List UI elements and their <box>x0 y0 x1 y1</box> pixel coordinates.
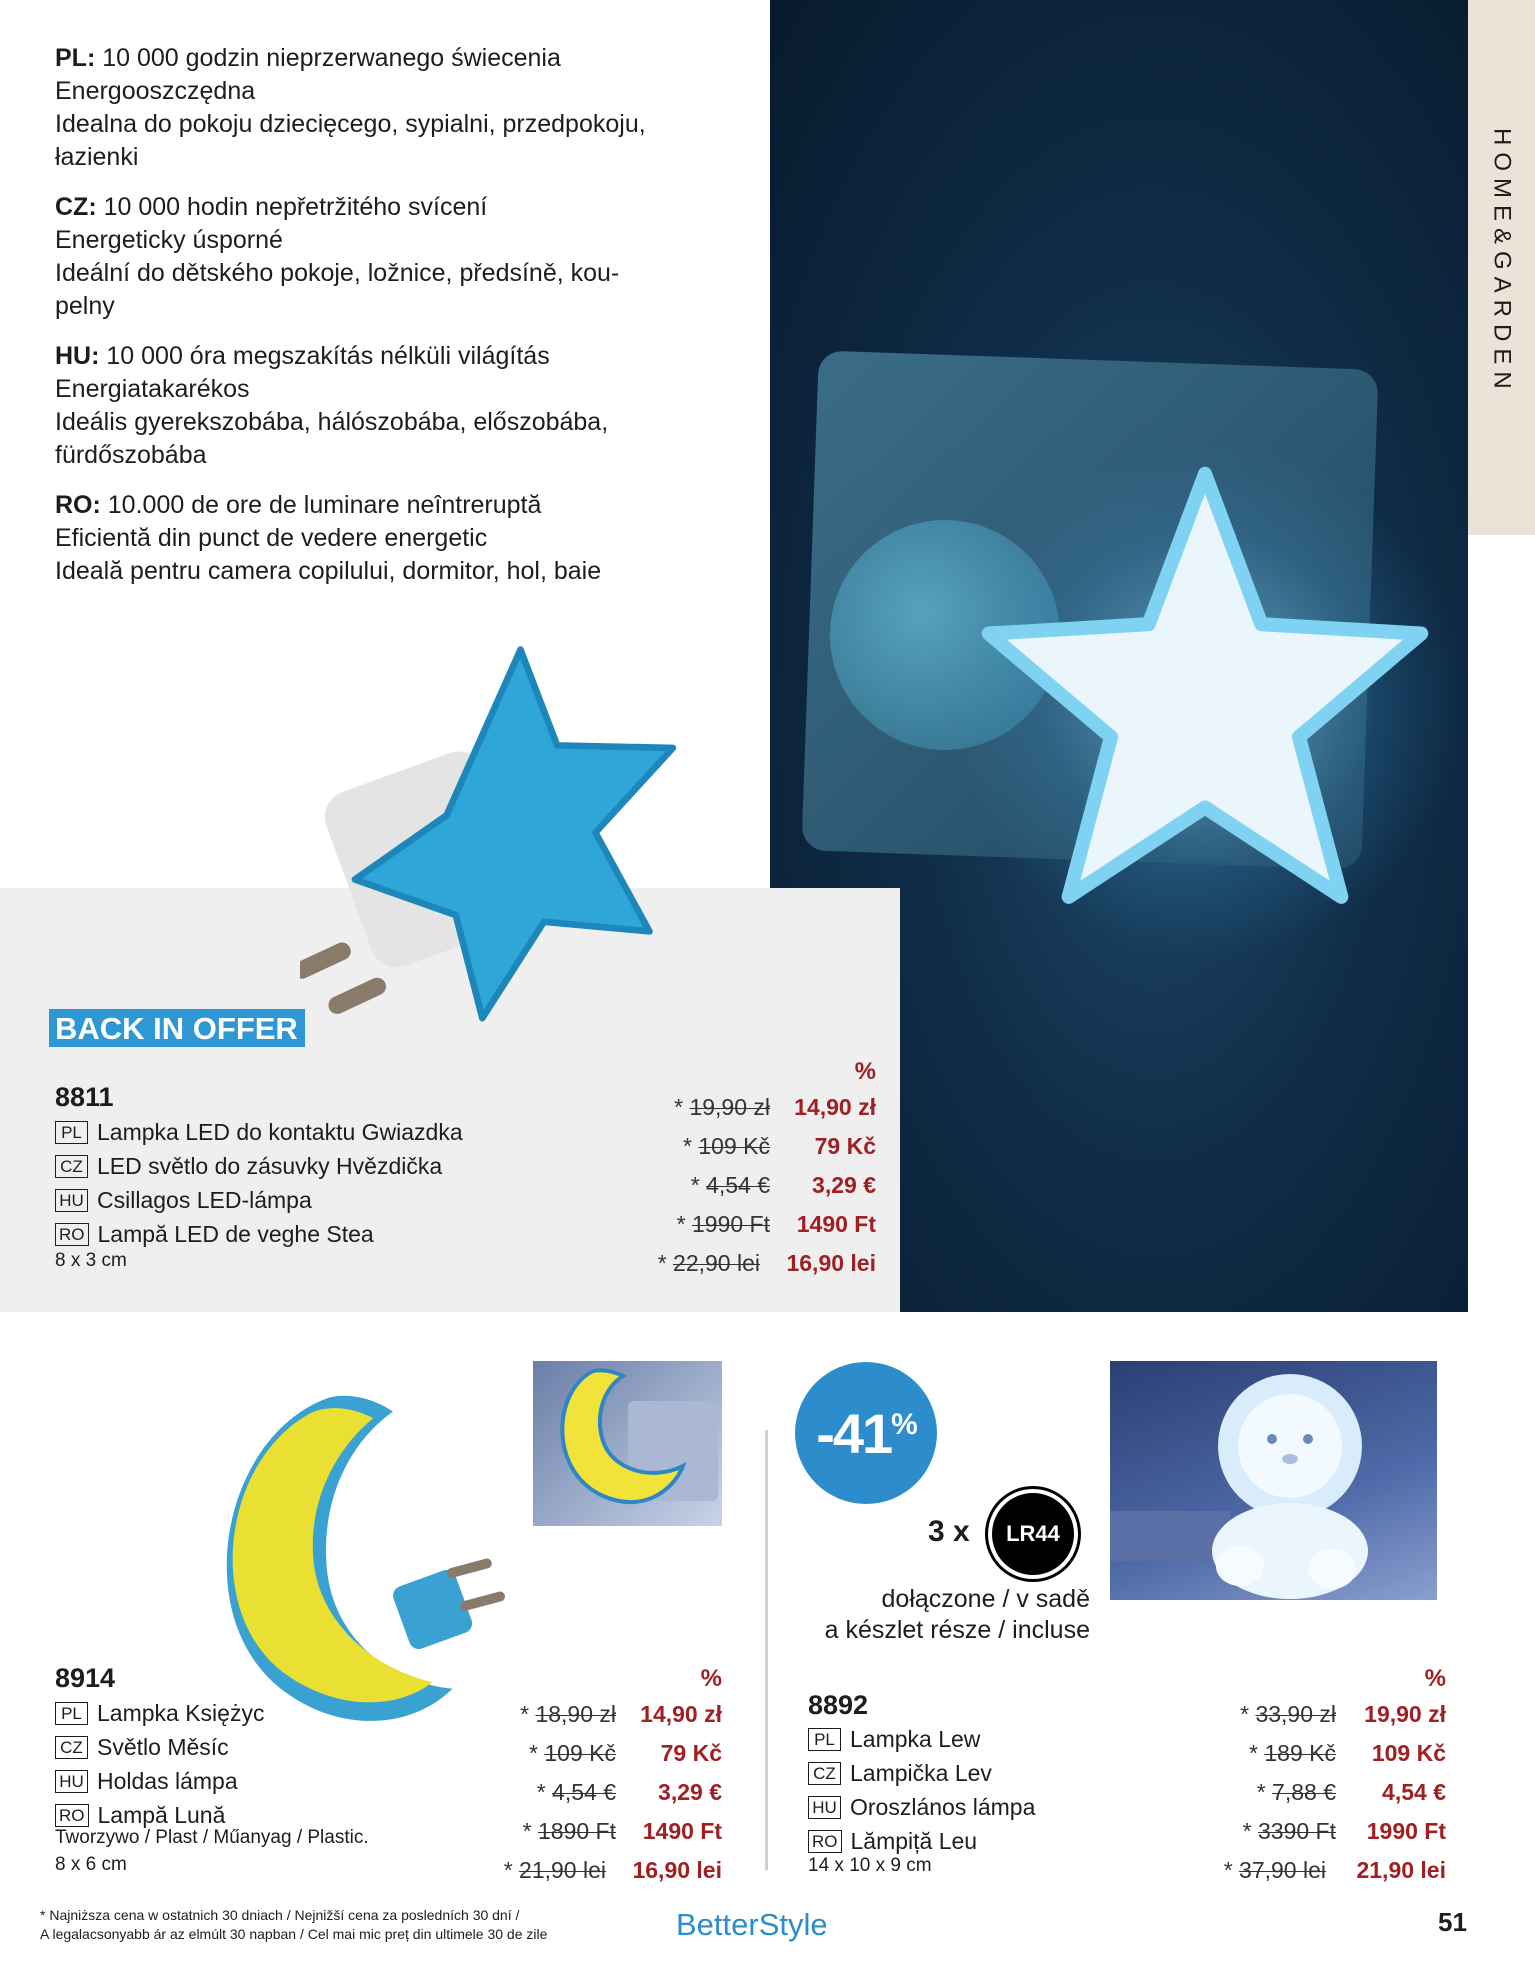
name-row <box>55 1696 264 1730</box>
price-list-moon <box>470 1665 722 1890</box>
new-price: 14,90 zł <box>640 1701 722 1727</box>
intro-descriptions <box>55 42 705 605</box>
discount-badge <box>795 1362 937 1504</box>
price-list-lion <box>1190 1665 1446 1890</box>
name-row <box>55 1183 463 1217</box>
intro-line: 10.000 de ore de luminare neîntreruptă <box>107 491 542 519</box>
product-name: Lampka LED do kontaktu Gwiazdka <box>97 1119 463 1145</box>
intro-ro <box>55 489 705 588</box>
battery-type: LR44 <box>1006 1521 1060 1546</box>
lang-tag: CZ <box>55 1155 88 1178</box>
intro-line: Eficientă din punct de vedere energetic <box>55 524 488 552</box>
new-price: 79 Kč <box>660 1740 722 1766</box>
price-row <box>470 1695 722 1734</box>
product-name: Csillagos LED-lámpa <box>97 1187 312 1213</box>
product-name: Lampă LED de veghe Stea <box>97 1221 374 1247</box>
price-row <box>620 1127 876 1166</box>
moon-photo-icon <box>533 1361 722 1526</box>
lang-tag: RO <box>55 1223 89 1246</box>
intro-pl <box>55 42 705 174</box>
price-row <box>470 1773 722 1812</box>
product-names-lion <box>808 1722 1035 1858</box>
product-name: Lampă Lună <box>97 1802 226 1828</box>
column-divider <box>765 1430 768 1870</box>
new-price: 3,29 € <box>812 1172 876 1198</box>
intro-line: 10 000 hodin nepřetržitého svícení <box>103 193 488 221</box>
lang-tag: RO <box>808 1830 842 1853</box>
product-name: Holdas lámpa <box>97 1768 238 1794</box>
new-price: 1990 Ft <box>1366 1818 1446 1844</box>
new-price: 21,90 lei <box>1356 1857 1446 1883</box>
product-code-star: 8811 <box>55 1082 114 1112</box>
intro-line: 10 000 godzin nieprzerwanego świecenia <box>102 44 561 72</box>
old-price: * 22,90 lei <box>657 1250 760 1276</box>
old-price: * 4,54 € <box>690 1172 770 1198</box>
product-name: Lampka Lew <box>850 1726 981 1752</box>
product-names-star <box>55 1115 463 1251</box>
new-price: 1490 Ft <box>642 1818 722 1844</box>
moon-lamp-night-photo <box>533 1361 722 1526</box>
glowing-star-icon <box>970 455 1440 925</box>
new-price: 16,90 lei <box>632 1857 722 1883</box>
old-price: * 189 Kč <box>1249 1740 1336 1766</box>
old-price: * 4,54 € <box>536 1779 616 1805</box>
product-dims-lion: 14 x 10 x 9 cm <box>808 1855 932 1876</box>
new-price: 3,29 € <box>658 1779 722 1805</box>
new-price: 109 Kč <box>1371 1740 1446 1766</box>
intro-line: Energeticky úsporné <box>55 226 283 254</box>
old-price: * 33,90 zł <box>1240 1701 1336 1727</box>
price-row <box>1190 1851 1446 1890</box>
old-price: * 3390 Ft <box>1242 1818 1336 1844</box>
new-price: 1490 Ft <box>796 1211 876 1237</box>
footnote-line: * Najniższa cena w ostatnich 30 dniach / Nejnižší cena za posledních 30 dní / <box>40 1907 520 1923</box>
old-price: * 19,90 zł <box>674 1094 770 1120</box>
old-price: * 109 Kč <box>683 1133 770 1159</box>
intro-line: łazienki <box>55 143 139 171</box>
old-price: * 1990 Ft <box>676 1211 770 1237</box>
name-row <box>808 1824 1035 1858</box>
old-price: * 109 Kč <box>529 1740 616 1766</box>
intro-line: 10 000 óra megszakítás nélküli világítás <box>106 342 550 370</box>
lang-tag: PL <box>808 1728 841 1751</box>
lang-code: PL: <box>55 44 96 72</box>
battery-note <box>780 1584 1090 1646</box>
discount-percent-mark: % <box>700 1665 722 1692</box>
lion-lamp-icon <box>1110 1361 1437 1600</box>
lang-tag: PL <box>55 1121 88 1144</box>
new-price: 16,90 lei <box>786 1250 876 1276</box>
product-dims-moon: 8 x 6 cm <box>55 1854 127 1875</box>
product-name: Lampka Księżyc <box>97 1700 265 1726</box>
name-row <box>55 1730 264 1764</box>
footnote-line: A legalacsonyabb ár az elmúlt 30 napban / Cel mai mic preț din ultimele 30 de zile <box>40 1926 548 1942</box>
intro-line: Energiatakarékos <box>55 375 250 403</box>
lang-tag: CZ <box>55 1736 88 1759</box>
intro-hu <box>55 340 705 472</box>
logo-part: Style <box>758 1907 828 1942</box>
brand-logo <box>676 1907 828 1943</box>
old-price: * 1890 Ft <box>522 1818 616 1844</box>
page-number: 51 <box>1438 1907 1467 1937</box>
battery-note-line: a készlet része / incluse <box>824 1616 1090 1644</box>
intro-line: Idealna do pokoju dziecięcego, sypialni, przedpokoju, <box>55 110 646 138</box>
old-price: * 7,88 € <box>1256 1779 1336 1805</box>
name-row <box>55 1115 463 1149</box>
old-price: * 18,90 zł <box>520 1701 616 1727</box>
price-row <box>1190 1695 1446 1734</box>
new-price: 79 Kč <box>814 1133 876 1159</box>
price-row <box>620 1244 876 1283</box>
battery-note-line: dołączone / v sadě <box>881 1585 1090 1613</box>
name-row <box>55 1149 463 1183</box>
name-row <box>808 1756 1035 1790</box>
lang-tag: HU <box>55 1770 88 1793</box>
new-price: 4,54 € <box>1382 1779 1446 1805</box>
old-price: * 37,90 lei <box>1223 1857 1326 1883</box>
lang-tag: RO <box>55 1804 89 1827</box>
intro-line: Ideální do dětského pokoje, ložnice, předsíně, kou- <box>55 259 620 287</box>
lang-code: CZ: <box>55 193 97 221</box>
battery-count: 3 x <box>928 1515 970 1548</box>
name-row <box>55 1764 264 1798</box>
product-code-moon: 8914 <box>55 1663 116 1693</box>
product-dims-star: 8 x 3 cm <box>55 1250 127 1271</box>
lang-tag: HU <box>808 1796 841 1819</box>
product-material-moon: Tworzywo / Plast / Műanyag / Plastic. <box>55 1827 369 1848</box>
new-price: 19,90 zł <box>1364 1701 1446 1727</box>
lang-code: HU: <box>55 342 100 370</box>
discount-percent-mark: % <box>854 1058 876 1085</box>
product-names-moon <box>55 1696 264 1832</box>
intro-line: pelny <box>55 292 115 320</box>
star-lamp-product-image <box>300 635 740 1075</box>
price-row <box>1190 1812 1446 1851</box>
name-row <box>808 1790 1035 1824</box>
product-code-lion: 8892 <box>808 1690 869 1720</box>
intro-cz <box>55 191 705 323</box>
price-footnote <box>40 1906 547 1944</box>
intro-line: fürdőszobába <box>55 441 207 469</box>
price-row <box>470 1734 722 1773</box>
intro-line: Energooszczędna <box>55 77 256 105</box>
lang-code: RO: <box>55 491 101 519</box>
lang-tag: HU <box>55 1189 88 1212</box>
back-in-offer-badge: BACK IN OFFER <box>49 1009 305 1047</box>
discount-symbol: % <box>891 1408 916 1441</box>
product-name: Oroszlános lámpa <box>850 1794 1036 1820</box>
product-name: Lampička Lev <box>850 1760 992 1786</box>
old-price: * 21,90 lei <box>503 1857 606 1883</box>
discount-percent-mark: % <box>1424 1665 1446 1692</box>
name-row <box>808 1722 1035 1756</box>
price-row <box>1190 1773 1446 1812</box>
lion-lamp-photo <box>1110 1361 1437 1600</box>
intro-line: Ideális gyerekszobába, hálószobába, előszobába, <box>55 408 609 436</box>
price-row <box>470 1812 722 1851</box>
category-label: HOME&GARDEN <box>1488 128 1516 396</box>
name-row <box>55 1217 463 1251</box>
price-row <box>470 1851 722 1890</box>
battery-icon <box>988 1489 1078 1579</box>
new-price: 14,90 zł <box>794 1094 876 1120</box>
price-row <box>620 1088 876 1127</box>
lang-tag: PL <box>55 1702 88 1725</box>
lang-tag: CZ <box>808 1762 841 1785</box>
intro-line: Ideală pentru camera copilului, dormitor, hol, baie <box>55 557 602 585</box>
price-list-star <box>620 1058 876 1283</box>
discount-value: -41 <box>816 1401 892 1465</box>
product-name: Lămpiță Leu <box>850 1828 978 1854</box>
price-row <box>620 1166 876 1205</box>
product-name: Světlo Měsíc <box>97 1734 229 1760</box>
category-side-tab <box>1468 0 1535 535</box>
price-row <box>1190 1734 1446 1773</box>
logo-part: Better <box>676 1907 759 1942</box>
product-name: LED světlo do zásuvky Hvězdička <box>97 1153 443 1179</box>
price-row <box>620 1205 876 1244</box>
